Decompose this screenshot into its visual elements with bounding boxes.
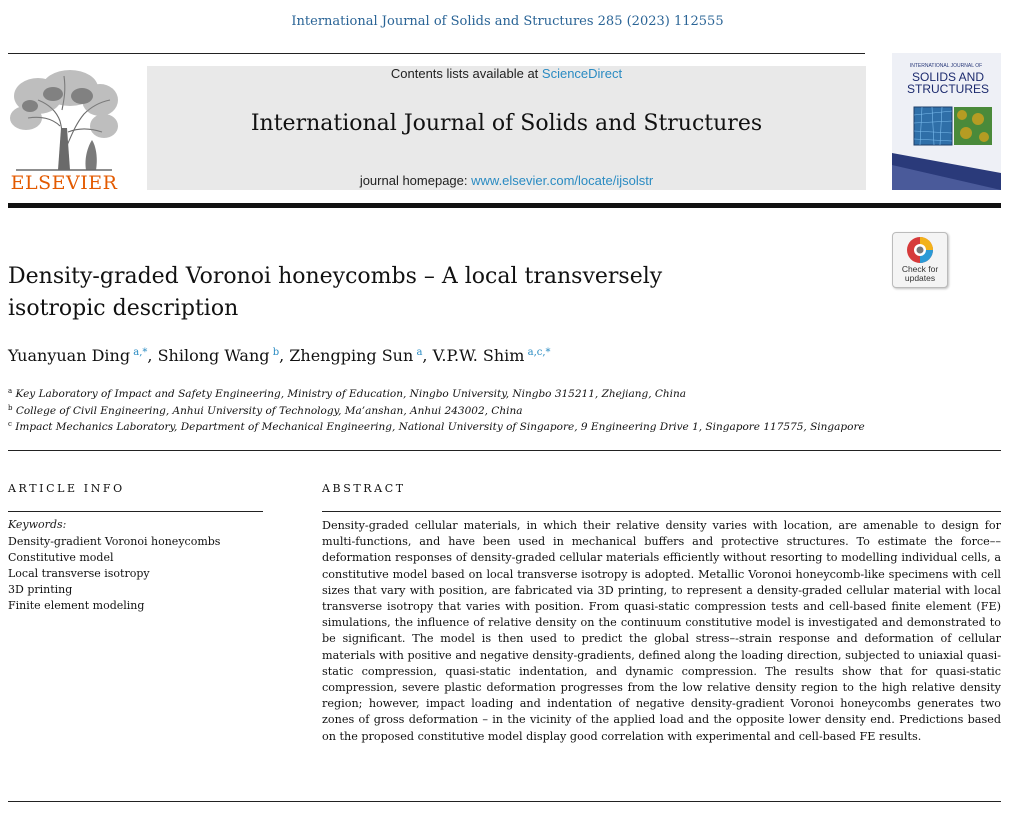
author-affiliation-mark[interactable]: b	[272, 347, 280, 358]
cover-title-line2: STRUCTURES	[906, 82, 990, 96]
journal-name: International Journal of Solids and Structures	[250, 111, 763, 136]
affiliation-mark: b	[8, 404, 13, 412]
header-rule	[8, 53, 865, 54]
journal-citation[interactable]: International Journal of Solids and Structures 285 (2023) 112555	[291, 14, 724, 29]
article-info-rule	[8, 511, 263, 512]
author-affiliation-mark[interactable]: a,*	[133, 347, 148, 358]
journal-homepage-line	[147, 173, 866, 188]
bottom-rule	[8, 801, 1001, 802]
keyword-item: Constitutive model	[8, 551, 114, 564]
check-for-updates-icon	[893, 233, 947, 267]
affiliation-a	[8, 387, 686, 400]
check-for-updates-label	[892, 265, 948, 283]
article-title-line2: isotropic description	[8, 296, 239, 321]
homepage-prefix: journal homepage:	[359, 173, 472, 188]
author-name[interactable]: V.P.W. Shim	[432, 346, 525, 365]
journal-homepage-link[interactable]: www.elsevier.com/locate/ijsolstr	[471, 173, 654, 188]
author-name[interactable]: Yuanyuan Ding	[8, 346, 131, 365]
keyword-item: Finite element modeling	[8, 599, 145, 612]
abstract-heading: ABSTRACT	[322, 482, 406, 495]
affiliation-mark: a	[8, 387, 13, 395]
contents-prefix: Contents lists available at	[390, 66, 542, 81]
author-list: Yuanyuan Ding $^{a,*}$, Shilong Wang $^b$, Zhengping Sun $^a$, V.P.W. Shim $^{a,c,*}$	[8, 346, 551, 365]
affiliation-c	[8, 420, 865, 433]
affiliation-mark: c	[8, 420, 12, 428]
header-thick-rule	[8, 203, 1001, 208]
keywords-label: Keywords:	[8, 518, 67, 531]
cover-subtitle: INTERNATIONAL JOURNAL OF	[909, 63, 983, 69]
sciencedirect-link[interactable]: ScienceDirect	[541, 66, 623, 81]
keyword-item: Local transverse isotropy	[8, 567, 150, 580]
section-divider	[8, 450, 1001, 451]
affiliation-b	[8, 404, 523, 417]
author-affiliation-mark[interactable]: a,c,*	[527, 347, 551, 358]
affiliation-text: Impact Mechanics Laboratory, Department of Mechanical Engineering, National University of Singapore, 9 Engineering Drive 1, Singapore 117575, Singapore	[15, 421, 865, 433]
keyword-item: 3D printing	[8, 583, 73, 596]
contents-availability-line	[147, 66, 866, 81]
article-title	[8, 261, 748, 325]
author-affiliation-mark[interactable]: a	[416, 347, 423, 358]
check-label-line1: Check for	[901, 264, 939, 274]
elsevier-wordmark: ELSEVIER	[10, 172, 118, 194]
abstract-text: Density-graded cellular materials, in which their relative density varies with location, are amenable to design for multi-functions, and have been used in mechanical buffers and protective structures. To estimate the force––deformation responses of density-graded cellular materials efficiently without resorting to modelling individual cells, a constitutive model based on local transverse isotropy is adopted. Metallic Voronoi honeycomb-like specimens with cell sizes that vary with position, are fabricated via 3D printing, to represent a density-graded cellular material with local transverse isotropy that varies with position. From quasi-static compression tests and cell-based finite element (FE) simulations, the influence of relative density on the continuum constitutive model is investigated and demonstrated to be significant. The model is then used to predict the global stress–-strain response and deformation of cellular materials with positive and negative density-gradients, defined along the loading direction, subjected to uniaxial quasi-static compression, quasi-static indentation, and dynamic compression. The results show that for quasi-static compression, severe plastic deformation progresses from the low relative density region to the high relative density region; however, impact loading and indentation of negative density-gradient Voronoi honeycombs generates two zones of gross deformation – in the vicinity of the applied load and the opposite lower density end. Predictions based on the proposed constitutive model display good correlation with experimental and cell-based FE results.	[322, 519, 1001, 743]
keyword-item: Density-gradient Voronoi honeycombs	[8, 535, 221, 548]
author-name[interactable]: Zhengping Sun	[289, 346, 414, 365]
article-title-line1: Density-graded Voronoi honeycombs – A local transversely	[8, 264, 663, 289]
affiliation-text: College of Civil Engineering, Anhui University of Technology, Ma’anshan, Anhui 243002, China	[15, 405, 523, 417]
journal-cover-image[interactable]	[892, 53, 1001, 190]
abstract-rule	[322, 511, 1001, 512]
cover-artwork	[892, 53, 1001, 190]
article-info-heading: ARTICLE INFO	[8, 482, 125, 495]
affiliation-text: Key Laboratory of Impact and Safety Engineering, Ministry of Education, Ningbo University, Ningbo 315211, Zhejiang, China	[15, 388, 687, 400]
author-name[interactable]: Shilong Wang	[157, 346, 270, 365]
check-label-line2: updates	[904, 273, 936, 283]
cover-title-line1: SOLIDS AND	[911, 70, 985, 84]
